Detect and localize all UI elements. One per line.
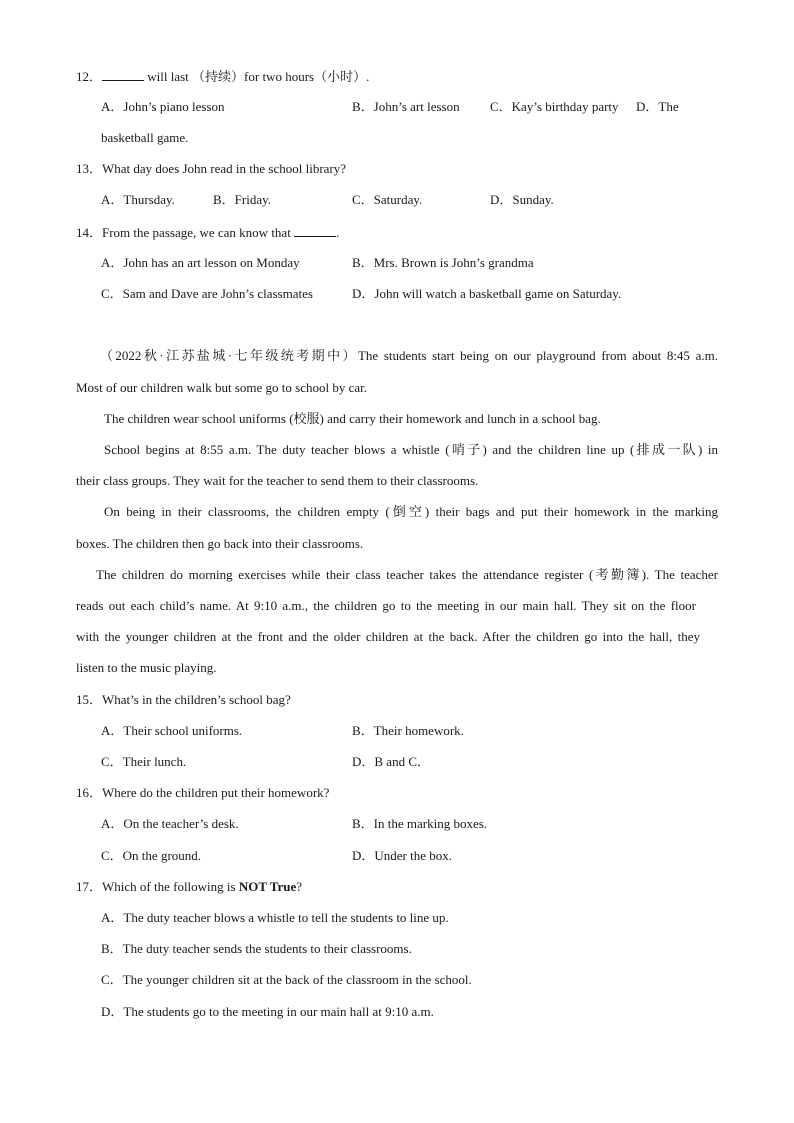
q15-option-d: D．B and C． xyxy=(352,754,431,769)
q14-option-c: C．Sam and Dave are John’s classmates xyxy=(101,286,313,301)
q12-option-d-continued: basketball game. xyxy=(101,130,189,145)
q13-option-c: C．Saturday. xyxy=(352,192,423,207)
q13-option-a: A．Thursday. xyxy=(101,192,175,207)
q17-option-b: B．The duty teacher sends the students to their classrooms. xyxy=(101,941,412,956)
question-14-end: . xyxy=(336,225,340,240)
question-17-emphasis: NOT True xyxy=(238,879,297,894)
question-13: 13．What day does John read in the school library? xyxy=(76,161,347,176)
question-17-text: 17．Which of the following is xyxy=(76,879,239,894)
passage-p1-line1: （2022秋·江苏盐城·七年级统考期中）The students start being on our playground from about 8:45 a.m. xyxy=(100,348,718,363)
answer-blank xyxy=(102,68,144,81)
passage-p2: The children wear school uniforms (校服) and carry their homework and lunch in a school bag. xyxy=(104,411,601,426)
q15-option-a: A．Their school uniforms. xyxy=(101,723,243,738)
q12-option-d: D．The xyxy=(636,99,679,114)
q14-option-d: D．John will watch a basketball game on Saturday. xyxy=(352,286,622,301)
q16-option-b: B．In the marking boxes. xyxy=(352,816,488,831)
passage-p4-line1: On being in their classrooms, the children empty (倒空) their bags and put their homework in the marking xyxy=(104,504,718,519)
q17-option-d: D．The students go to the meeting in our main hall at 9:10 a.m. xyxy=(101,1004,434,1019)
q15-option-b: B．Their homework. xyxy=(352,723,464,738)
question-17 xyxy=(76,879,302,895)
question-14 xyxy=(76,224,339,241)
q13-option-d: D．Sunday. xyxy=(490,192,554,207)
question-15: 15．What’s in the children’s school bag? xyxy=(76,692,291,707)
passage-p5-line1: The children do morning exercises while their class teacher takes the attendance register (考勤簿). The teacher xyxy=(96,567,718,582)
q17-option-c: C．The younger children sit at the back of the classroom in the school. xyxy=(101,972,472,987)
question-17-end: ? xyxy=(296,879,303,894)
question-12 xyxy=(76,68,369,85)
q15-option-c: C．Their lunch. xyxy=(101,754,187,769)
q16-option-d: D．Under the box. xyxy=(352,848,453,863)
passage-p3-line1: School begins at 8:55 a.m. The duty teacher blows a whistle (哨子) and the children line up (排成一队) in xyxy=(104,442,718,457)
q14-option-b: B．Mrs. Brown is John’s grandma xyxy=(352,255,534,270)
question-14-text: 14．From the passage, we can know that xyxy=(76,225,291,240)
question-16: 16．Where do the children put their homework? xyxy=(76,785,330,800)
q16-option-c: C．On the ground. xyxy=(101,848,202,863)
q12-option-a: A．John’s piano lesson xyxy=(101,99,225,114)
q12-option-b: B．John’s art lesson xyxy=(352,99,460,114)
q14-option-a: A．John has an art lesson on Monday xyxy=(101,255,300,270)
question-12-number: 12． xyxy=(76,69,103,84)
question-12-text: will last （持续）for two hours（小时）. xyxy=(144,69,370,84)
q17-option-a: A．The duty teacher blows a whistle to tell the students to line up. xyxy=(101,910,449,925)
answer-blank xyxy=(294,224,336,237)
passage-p4-line2: boxes. The children then go back into their classrooms. xyxy=(76,536,364,551)
q16-option-a: A．On the teacher’s desk. xyxy=(101,816,239,831)
passage-p5-line2: reads out each child’s name. At 9:10 a.m., the children go to the meeting in our main hall. They sit on the floor xyxy=(76,598,696,613)
q13-option-b: B．Friday. xyxy=(213,192,272,207)
passage-p5-line3: with the younger children at the front and the older children at the back. After the children go into the hall, they xyxy=(76,629,700,644)
passage-p1-line2: Most of our children walk but some go to school by car. xyxy=(76,380,368,395)
passage-p3-line2: their class groups. They wait for the teacher to send them to their classrooms. xyxy=(76,473,479,488)
passage-p5-line4: listen to the music playing. xyxy=(76,660,217,675)
q12-option-c: C．Kay’s birthday party xyxy=(490,99,619,114)
